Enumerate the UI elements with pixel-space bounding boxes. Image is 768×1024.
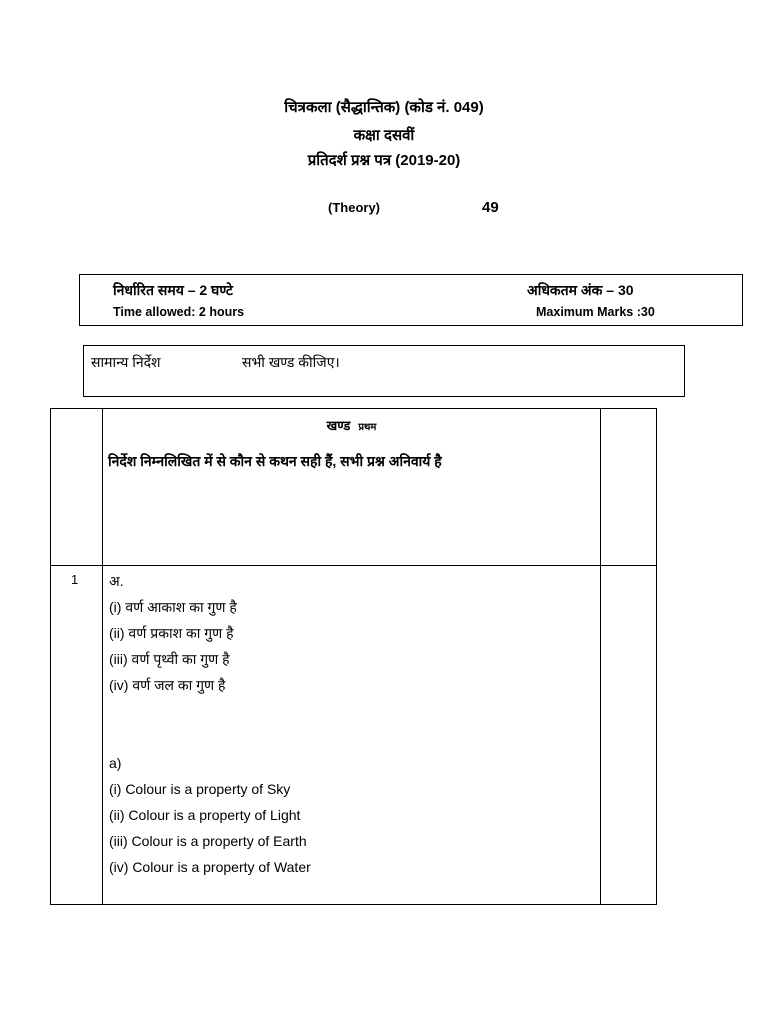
section-title-small: प्रथम (358, 422, 377, 433)
section-header-cell (103, 409, 601, 566)
option-english-4: (iv) Colour is a property of Water (109, 859, 311, 875)
section-header-row (51, 409, 657, 566)
table-row (51, 566, 657, 905)
question-number: 1 (71, 572, 79, 587)
max-marks-english: Maximum Marks :30 (536, 305, 655, 319)
general-instructions-box (83, 345, 685, 397)
theory-label: (Theory) (328, 200, 380, 215)
option-english-3: (iii) Colour is a property of Earth (109, 833, 307, 849)
question-label-hindi: अ. (109, 573, 124, 589)
question-table (50, 408, 657, 905)
option-english-1: (i) Colour is a property of Sky (109, 781, 291, 797)
section-instruction: निर्देश निम्नलिखित में से कौन से कथन सही हैं, सभी प्रश्न अनिवार्य है (108, 453, 442, 469)
max-marks-hindi: अधिकतम अंक – 30 (527, 282, 634, 298)
option-english-2: (ii) Colour is a property of Light (109, 807, 301, 823)
subject-code: 49 (482, 199, 499, 216)
time-marks-box (79, 274, 743, 326)
question-cell (103, 566, 601, 905)
section-title: खण्ड (326, 418, 351, 433)
option-hindi-3: (iii) वर्ण पृथ्वी का गुण है (109, 651, 230, 667)
time-allowed-hindi: निर्धारित समय – 2 घण्टे (113, 282, 233, 298)
general-instructions-label: सामान्य निर्देश (91, 354, 161, 370)
option-hindi-2: (ii) वर्ण प्रकाश का गुण है (109, 625, 234, 641)
time-allowed-english: Time allowed: 2 hours (113, 305, 245, 319)
option-hindi-4: (iv) वर्ण जल का गुण है (109, 677, 226, 693)
question-label-english: a) (109, 755, 122, 771)
paper-title: प्रतिदर्श प्रश्न पत्र (2019-20) (307, 152, 461, 169)
subject-title: चित्रकला (सैद्धान्तिक) (कोड नं. 049) (284, 99, 484, 116)
option-hindi-1: (i) वर्ण आकाश का गुण है (109, 599, 237, 615)
general-instructions-text: सभी खण्ड कीजिए। (242, 354, 340, 370)
class-title: कक्षा दसवीं (353, 127, 415, 144)
